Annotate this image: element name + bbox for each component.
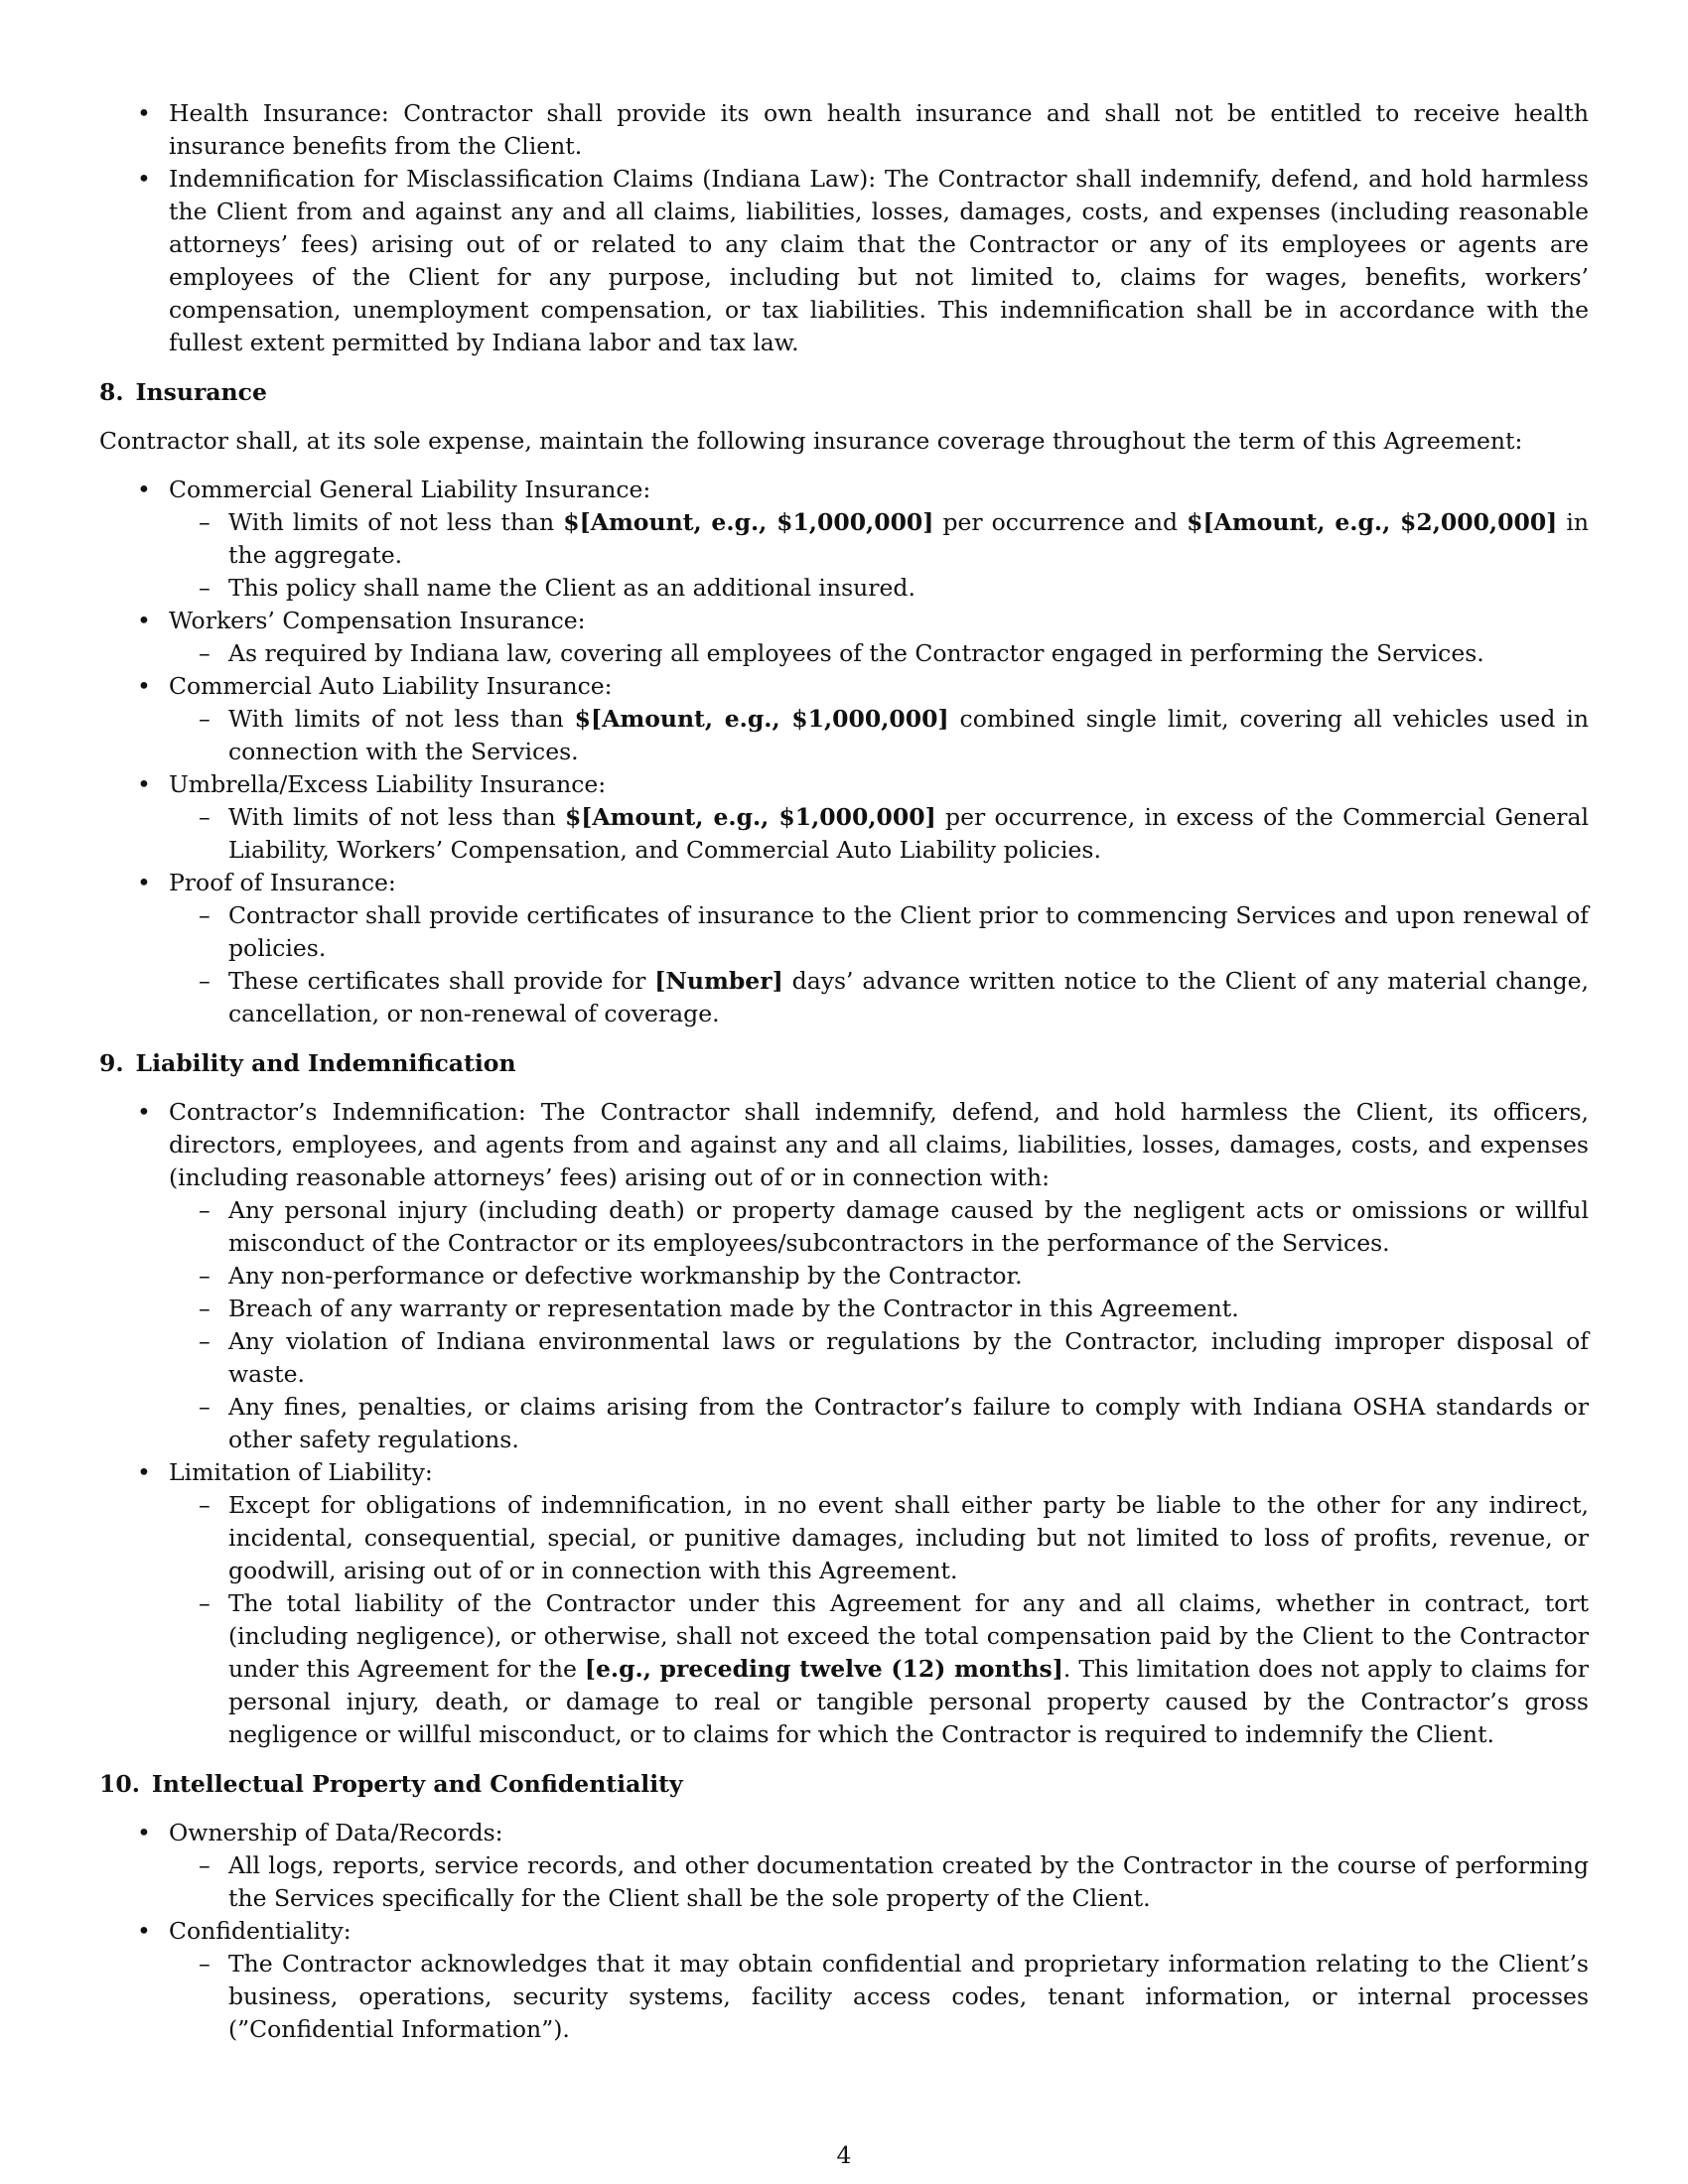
insurance-list (99, 474, 1589, 1030)
list-item (99, 867, 1589, 1030)
sub-list-item: – Breach of any warranty or representation made by the Contractor in this Agreement. (169, 1293, 1589, 1325)
text-run: With limits of not less than (228, 705, 575, 733)
text-run: The total liability of the Contractor under this Agreement for any and all claims, whether in contract, tort (including negligence), or otherwise, shall not exceed the total compensation paid by the Client to the Contractor under this Agreement for the (228, 1589, 1589, 1683)
sub-list-item: – Any non-performance or defective workmanship by the Contractor. (169, 1260, 1589, 1293)
text-run: . This limitation does not apply to claims for personal injury, death, or damage to real or tangible personal property caused by the Contractor’s gross negligence or willful misconduct, or to claims for which the Contractor is required to indemnify the Client. (228, 1655, 1589, 1748)
sub-list-item: – Except for obligations of indemnification, in no event shall either party be liable to the other for any indirect, incidental, consequential, special, or punitive damages, including but not limited to loss of profits, revenue, or goodwill, arising out of or in connection with this Agreement. (169, 1489, 1589, 1587)
text-run: in the aggregate. (228, 508, 1589, 569)
sub-list-item (169, 965, 1589, 1030)
text-run: With limits of not less than (228, 803, 565, 831)
sub-list-item: – As required by Indiana law, covering all employees of the Contractor engaged in performing the Services. (169, 637, 1589, 670)
list-item-label: Limitation of Liability: (169, 1458, 433, 1486)
sub-list-item: – Any fines, penalties, or claims arising from the Contractor’s failure to comply with Indiana OSHA standards or other safety regulations. (169, 1391, 1589, 1456)
section-title: Insurance (135, 378, 267, 406)
sub-list-item: – Any violation of Indiana environmental laws or regulations by the Contractor, including improper disposal of waste. (169, 1325, 1589, 1391)
section-heading-insurance (99, 376, 1589, 409)
placeholder-text: $[Amount, e.g., $1,000,000] (563, 508, 934, 536)
list-item (99, 670, 1589, 768)
ip-list (99, 1817, 1589, 2046)
list-item-label: Ownership of Data/Records: (169, 1819, 503, 1846)
sub-list (169, 801, 1589, 867)
placeholder-text: $[Amount, e.g., $1,000,000] (564, 803, 936, 831)
section-number: 10. (99, 1770, 140, 1798)
list-item (99, 605, 1589, 670)
sub-list-item: – Any personal injury (including death) or property damage caused by the negligent acts or omissions or willful misconduct of the Contractor or its employees/subcontractors in the performance of the Services. (169, 1194, 1589, 1260)
document-page (99, 97, 1589, 2046)
section-heading-liability (99, 1047, 1589, 1080)
list-item-label: Contractor’s Indemnification: The Contractor shall indemnify, defend, and hold harmless the Client, its officers, directors, employees, and agents from and against any and all claims, liabilities, losses, damages, costs, and expenses (including reasonable attorneys’ fees) arising out of or in connection with: (169, 1098, 1589, 1191)
text-run: per occurrence and (933, 508, 1188, 536)
section-title: Liability and Indemnification (135, 1049, 516, 1077)
placeholder-text: $[Amount, e.g., $1,000,000] (574, 705, 949, 733)
text-run: combined single limit, covering all vehicles used in connection with the Services. (228, 705, 1589, 765)
list-item-label: Proof of Insurance: (169, 869, 396, 896)
section-intro: Contractor shall, at its sole expense, maintain the following insurance coverage throughout the term of this Agreement: (99, 427, 1523, 455)
sub-list-item (169, 1587, 1589, 1751)
sub-list-item: – The Contractor acknowledges that it may obtain confidential and proprietary information relating to the Client’s business, operations, security systems, facility access codes, tenant information, or internal processes (”Confidential Information”). (169, 1948, 1589, 2046)
list-item (99, 1456, 1589, 1751)
sub-list (169, 1194, 1589, 1456)
list-item (99, 1915, 1589, 2046)
liability-list (99, 1096, 1589, 1751)
sub-list-item: – This policy shall name the Client as an additional insured. (169, 572, 1589, 605)
sub-list (169, 1489, 1589, 1751)
sub-list-item (169, 506, 1589, 572)
sub-list-item: – Contractor shall provide certificates of insurance to the Client prior to commencing Services and upon renewal of policies. (169, 899, 1589, 965)
section-number: 9. (99, 1049, 124, 1077)
placeholder-text: [e.g., preceding twelve (12) months] (584, 1655, 1063, 1683)
section-number: 8. (99, 378, 124, 406)
sub-list-item: – All logs, reports, service records, and other documentation created by the Contractor in the course of performing the Services specifically for the Client shall be the sole property of the Client. (169, 1849, 1589, 1915)
list-item (99, 768, 1589, 867)
sub-list (169, 703, 1589, 768)
placeholder-text: $[Amount, e.g., $2,000,000] (1187, 508, 1558, 536)
sub-list-item (169, 703, 1589, 768)
list-item: • Health Insurance: Contractor shall provide its own health insurance and shall not be entitled to receive health insurance benefits from the Client. (99, 97, 1589, 163)
list-item (99, 1817, 1589, 1915)
section-title: Intellectual Property and Confidentiality (151, 1770, 683, 1798)
list-item (99, 474, 1589, 605)
text-run: per occurrence, in excess of the Commercial General Liability, Workers’ Compensation, and Commercial Auto Liability policies. (228, 803, 1589, 864)
list-item-label: Workers’ Compensation Insurance: (169, 607, 586, 634)
list-item-label: Confidentiality: (169, 1917, 352, 1945)
top-bullet-list (99, 97, 1589, 359)
list-item (99, 1096, 1589, 1456)
sub-list (169, 1849, 1589, 1915)
list-item-label: Umbrella/Excess Liability Insurance: (169, 770, 607, 798)
sub-list (169, 506, 1589, 605)
list-item-label: Commercial Auto Liability Insurance: (169, 672, 613, 700)
page-number: 4 (836, 2141, 852, 2169)
list-item-label: Commercial General Liability Insurance: (169, 476, 651, 503)
text-run: days’ advance written notice to the Client of any material change, cancellation, or non-renewal of coverage. (228, 967, 1589, 1027)
placeholder-text: [Number] (654, 967, 783, 995)
list-item: • Indemnification for Misclassification Claims (Indiana Law): The Contractor shall indemnify, defend, and hold harmless the Client from and against any and all claims, liabilities, losses, damages, costs, and expenses (including reasonable attorneys’ fees) arising out of or related to any claim that the Contractor or any of its employees or agents are employees of the Client for any purpose, including but not limited to, claims for wages, benefits, workers’ compensation, unemployment compensation, or tax liabilities. This indemnification shall be in accordance with the fullest extent permitted by Indiana labor and tax law. (99, 163, 1589, 359)
sub-list (169, 637, 1589, 670)
text-run: These certificates shall provide for (228, 967, 655, 995)
sub-list (169, 1948, 1589, 2046)
text-run: With limits of not less than (228, 508, 564, 536)
section-heading-ip-confidentiality (99, 1768, 1589, 1801)
sub-list-item (169, 801, 1589, 867)
sub-list (169, 899, 1589, 1030)
